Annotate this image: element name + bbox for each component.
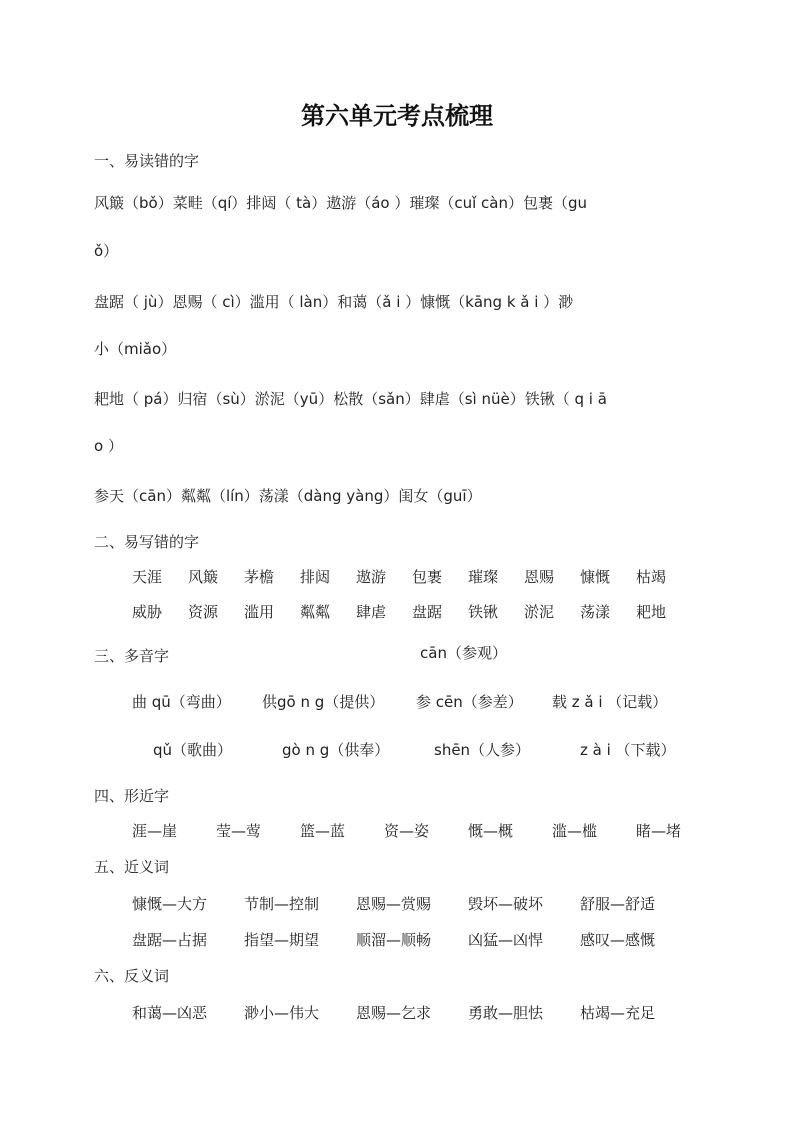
- antonym-item: 枯竭—充足: [580, 1004, 656, 1022]
- word-item: 璀璨: [468, 568, 499, 586]
- synonym-item: 凶猛—凶悍: [468, 931, 544, 949]
- polyphone-can: cān（参观）: [420, 644, 507, 662]
- word-item: 天涯: [132, 568, 163, 586]
- page-title: 第六单元考点梳理: [301, 101, 493, 130]
- polyphone-gong-1: 供gō n g（提供）: [262, 693, 385, 711]
- similar-char-item: 滥—槛: [552, 822, 598, 840]
- polyphone-qu-2: qǔ（歌曲）: [153, 741, 233, 759]
- word-item: 排闼: [300, 568, 331, 586]
- reading-line-2-cont: 小（miǎo）: [94, 340, 177, 358]
- word-item: 肆虐: [356, 603, 387, 621]
- word-item: 风簸: [188, 568, 219, 586]
- synonym-item: 节制—控制: [244, 895, 320, 913]
- section-heading-1: 一、易读错的字: [94, 152, 200, 170]
- polyphone-shen-1: 参 cēn（参差）: [416, 693, 523, 711]
- synonym-item: 顺溜—顺畅: [356, 931, 432, 949]
- polyphone-gong-2: gò n g（供奉）: [282, 741, 390, 759]
- similar-char-item: 涯—崖: [132, 822, 178, 840]
- section-heading-3: 三、多音字: [94, 647, 170, 665]
- similar-char-item: 资—姿: [384, 822, 430, 840]
- similar-char-item: 篮—蓝: [300, 822, 346, 840]
- word-item: 铁锹: [468, 603, 499, 621]
- antonym-item: 渺小—伟大: [244, 1004, 320, 1022]
- word-item: 淤泥: [524, 603, 555, 621]
- synonym-item: 感叹—感慨: [580, 931, 656, 949]
- word-item: 资源: [188, 603, 219, 621]
- polyphone-shen-2: shēn（人参）: [434, 741, 531, 759]
- reading-line-3: 耙地（ pá）归宿（sù）淤泥（yū）松散（sǎn）肆虐（sì nüè）铁锹（ q i ā: [94, 390, 607, 408]
- polyphone-zai-2: z à i （下载）: [580, 741, 676, 759]
- word-item: 滥用: [244, 603, 275, 621]
- antonym-item: 恩赐—乞求: [356, 1004, 432, 1022]
- reading-line-1: 风簸（bǒ）菜畦（qí）排闼（ tà）遨游（áo ）璀璨（cuǐ càn）包裹（gu: [94, 194, 588, 212]
- reading-line-2: 盘踞（ jù）恩赐（ cì）滥用（ làn）和蔼（ǎ i ）慷慨（kāng k ǎ i ）渺: [94, 293, 574, 311]
- reading-line-3-cont: o ）: [94, 437, 123, 455]
- word-item: 慷慨: [580, 568, 611, 586]
- word-item: 荡漾: [580, 603, 611, 621]
- section-heading-6: 六、反义词: [94, 967, 170, 985]
- synonym-item: 毁坏—破坏: [468, 895, 544, 913]
- word-item: 威胁: [132, 603, 163, 621]
- word-item: 枯竭: [636, 568, 667, 586]
- synonym-item: 指望—期望: [244, 931, 320, 949]
- polyphone-qu-1: 曲 qū（弯曲）: [132, 693, 231, 711]
- polyphone-zai-1: 载 z ǎ i （记载）: [552, 693, 668, 711]
- synonym-item: 恩赐—赏赐: [356, 895, 432, 913]
- word-item: 包裹: [412, 568, 443, 586]
- antonym-item: 勇敢—胆怯: [468, 1004, 544, 1022]
- word-item: 遨游: [356, 568, 387, 586]
- synonym-item: 慷慨—大方: [132, 895, 208, 913]
- synonym-item: 盘踞—占据: [132, 931, 208, 949]
- section-heading-5: 五、近义词: [94, 858, 170, 876]
- synonym-item: 舒服—舒适: [580, 895, 656, 913]
- word-item: 恩赐: [524, 568, 555, 586]
- similar-char-item: 睹—堵: [636, 822, 682, 840]
- antonym-item: 和蔼—凶恶: [132, 1004, 208, 1022]
- similar-char-item: 莹—莺: [216, 822, 262, 840]
- word-item: 盘踞: [412, 603, 443, 621]
- reading-line-1-cont: ǒ）: [94, 242, 119, 260]
- section-heading-4: 四、形近字: [94, 787, 170, 805]
- word-item: 粼粼: [300, 603, 331, 621]
- word-item: 茅檐: [244, 568, 275, 586]
- word-item: 耙地: [636, 603, 667, 621]
- section-heading-2: 二、易写错的字: [94, 533, 200, 551]
- similar-char-item: 慨—概: [468, 822, 514, 840]
- reading-line-4: 参天（cān）粼粼（lín）荡漾（dàng yàng）闺女（guī）: [94, 487, 482, 505]
